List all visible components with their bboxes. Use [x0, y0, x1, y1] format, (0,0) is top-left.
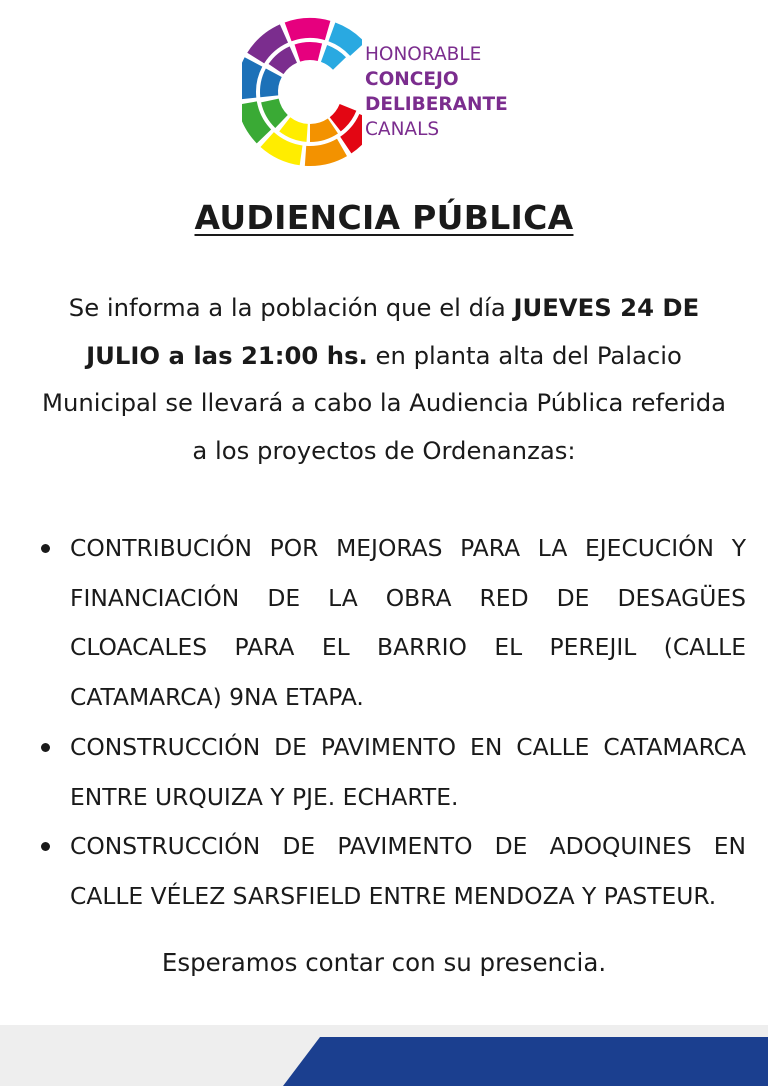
logo-line-honorable: HONORABLE [365, 44, 482, 65]
bullet-icon [41, 544, 50, 553]
intro-text-1: Se informa a la población que el día [68, 293, 514, 322]
bullet-icon [41, 842, 50, 851]
logo-line-canals: CANALS [365, 119, 440, 140]
logo-text [365, 42, 508, 142]
list-item-text: CONSTRUCCIÓN DE PAVIMENTO DE ADOQUINES EN CALLE VÉLEZ SARSFIELD ENTRE MENDOZA Y PASTEUR. [70, 832, 746, 910]
intro-paragraph [40, 284, 728, 474]
bullet-icon [41, 743, 50, 752]
concejo-logo-mark-icon [242, 14, 362, 170]
ordinance-list [30, 524, 746, 922]
closing-text: Esperamos contar con su presencia. [161, 948, 607, 977]
page-title: AUDIENCIA PÚBLICA [194, 198, 574, 237]
intro-text-2: en planta alta del Palacio Municipal se llevará a cabo la Audiencia Pública referida a los proyectos de Ordenanzas: [41, 340, 727, 465]
list-item [30, 723, 746, 822]
list-item-text: CONSTRUCCIÓN DE PAVIMENTO EN CALLE CATAMARCA ENTRE URQUIZA Y PJE. ECHARTE. [70, 732, 746, 811]
list-item-text: CONTRIBUCIÓN POR MEJORAS PARA LA EJECUCIÓN Y FINANCIACIÓN DE LA OBRA RED DE DESAGÜES CLOACALES PARA EL BARRIO EL PEREJIL (CALLE CATAMARCA) 9NA ETAPA. [70, 534, 746, 712]
intro-date-time: JUEVES 24 DE JULIO a las 21:00 hs. [86, 293, 700, 370]
list-item [30, 822, 746, 921]
footer-accent [0, 1025, 768, 1086]
list-item [30, 524, 746, 723]
logo [242, 14, 542, 170]
logo-line-concejo: CONCEJO [365, 69, 459, 90]
logo-line-deliberante: DELIBERANTE [365, 94, 508, 115]
